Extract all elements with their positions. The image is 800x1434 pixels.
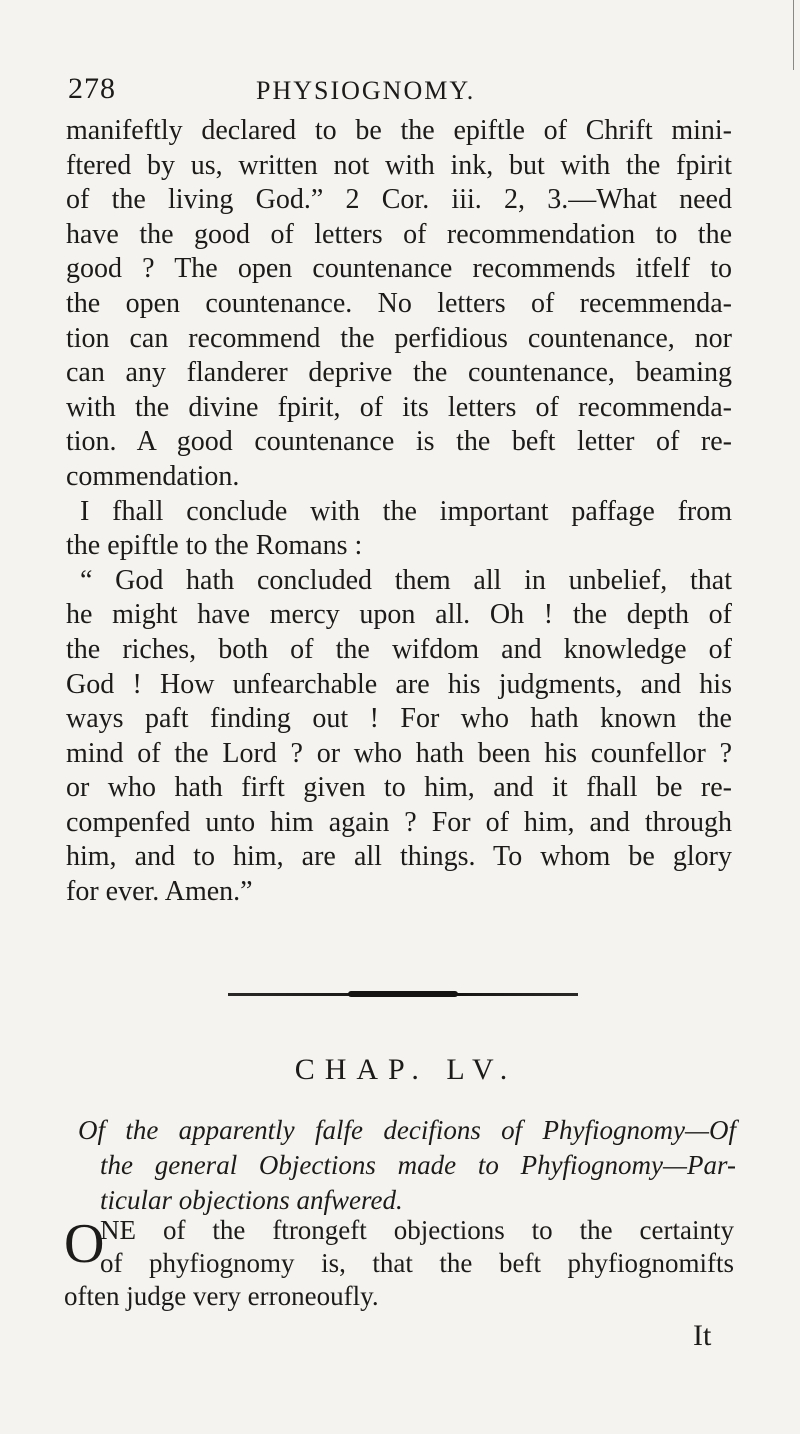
running-head bbox=[68, 72, 728, 112]
text-line: God ! How unfearchable are his judgments, and his bbox=[66, 668, 732, 700]
text-line: I fhall conclude with the important paffage from bbox=[80, 495, 732, 527]
running-title: PHYSIOGNOMY. bbox=[256, 76, 476, 105]
text-line: for ever. Amen.” bbox=[66, 876, 253, 908]
text-line: ftered by us, written not with ink, but with the fpirit bbox=[66, 149, 732, 181]
text-line: the epiftle to the Romans : bbox=[66, 530, 363, 562]
chapter-opening-paragraph bbox=[64, 1214, 734, 1313]
text-line: good ? The open countenance recommends itfelf to bbox=[66, 253, 732, 285]
text-line: of the living God.” 2 Cor. iii. 2, 3.—What need bbox=[66, 184, 732, 216]
text-line: often judge very erroneoufly. bbox=[64, 1281, 379, 1311]
text-line: him, and to him, are all things. To whom be glory bbox=[66, 841, 732, 873]
drop-cap: O bbox=[64, 1213, 105, 1275]
text-line: tion. A good countenance is the beft letter of re- bbox=[66, 426, 732, 458]
text-line: have the good of letters of recommendation to the bbox=[66, 218, 732, 250]
text-line: commendation. bbox=[66, 460, 240, 492]
text-line: mind of the Lord ? or who hath been his counfellor ? bbox=[66, 737, 732, 769]
text-line: can any flanderer deprive the countenance, beaming bbox=[66, 357, 732, 389]
text-line: with the divine fpirit, of its letters of recommenda- bbox=[66, 391, 732, 423]
chapter-summary bbox=[78, 1113, 736, 1218]
page-number: 278 bbox=[68, 72, 116, 105]
summary-line: the general Objections made to Phyfiognomy—Par- bbox=[100, 1150, 736, 1180]
text-line: “ God hath concluded them all in unbelief, that bbox=[80, 564, 732, 596]
text-line: he might have mercy upon all. Oh ! the depth of bbox=[66, 599, 732, 631]
section-divider-rule bbox=[228, 993, 578, 996]
text-line: of phyfiognomy is, that the beft phyfiognomifts bbox=[100, 1248, 734, 1278]
text-line: ways paft finding out ! For who hath known the bbox=[66, 703, 732, 735]
text-line: or who hath firft given to him, and it fhall be re- bbox=[66, 772, 732, 804]
summary-line: ticular objections anfwered. bbox=[100, 1185, 403, 1215]
text-line: the riches, both of the wifdom and knowledge of bbox=[66, 633, 732, 665]
page-edge-line bbox=[793, 0, 794, 70]
text-line: compenfed unto him again ? For of him, and through bbox=[66, 806, 732, 838]
text-line: manifeftly declared to be the epiftle of Chrift mini- bbox=[66, 115, 732, 146]
chapter-heading: CHAP. LV. bbox=[294, 1053, 518, 1086]
text-line: tion can recommend the perfidious countenance, nor bbox=[66, 322, 732, 354]
catchword: It bbox=[693, 1319, 712, 1352]
body-text bbox=[66, 114, 732, 910]
text-line: NE of the ftrongeft objections to the certainty bbox=[100, 1215, 734, 1245]
text-line: the open countenance. No letters of recemmenda- bbox=[66, 287, 732, 319]
summary-line: Of the apparently falfe decifions of Phyfiognomy—Of bbox=[78, 1115, 736, 1145]
